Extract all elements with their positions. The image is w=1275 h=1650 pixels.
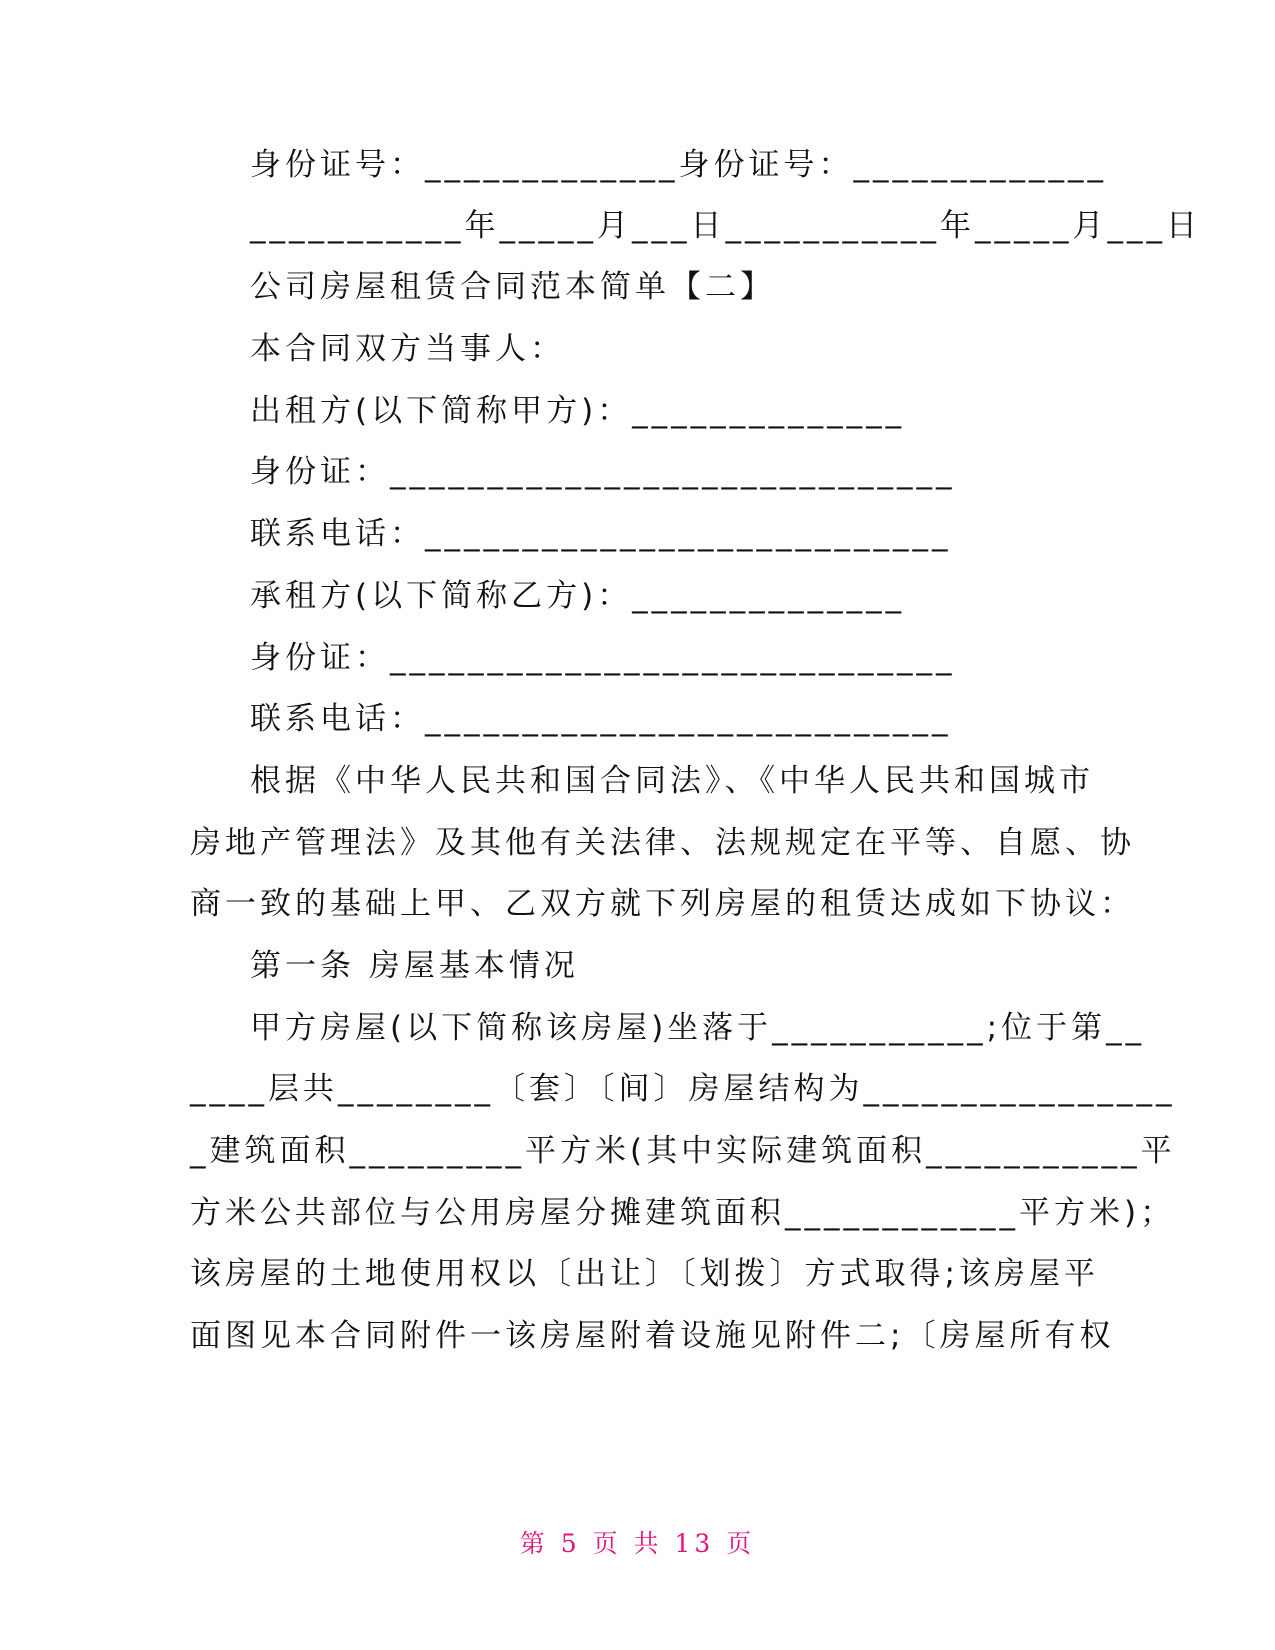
article-one-heading: 第一条 房屋基本情况: [250, 948, 579, 984]
parties-heading: 本合同双方当事人：: [250, 331, 565, 367]
article-one-line: _建筑面积_________平方米(其中实际建筑面积___________平: [190, 1133, 1176, 1169]
body-paragraph-line: 房地产管理法》及其他有关法律、法规规定在平等、自愿、协: [190, 825, 1135, 861]
lessor-phone-line: 联系电话：___________________________: [250, 516, 952, 552]
lessor-id-line: 身份证：_____________________________: [250, 454, 956, 490]
lessee-line: 承租方(以下简称乙方)：______________: [250, 578, 906, 614]
body-paragraph-line: 根据《中华人民共和国合同法》、《中华人民共和国城市: [250, 763, 1094, 799]
date-line: ___________年_____月___日___________年_____月___日: [250, 208, 1201, 244]
page-number-footer: 第 5 页 共 13 页: [519, 1529, 756, 1558]
article-one-line: 该房屋的土地使用权以〔出让〕〔划拨〕方式取得;该房屋平: [190, 1256, 1099, 1292]
body-paragraph-line: 商一致的基础上甲、乙双方就下列房屋的租赁达成如下协议：: [190, 886, 1135, 922]
article-one-line: ____层共________〔套〕〔间〕房屋结构为________________: [190, 1071, 1176, 1107]
section-title: 公司房屋租赁合同范本简单【二】: [250, 269, 775, 305]
article-one-line: 面图见本合同附件一该房屋附着设施见附件二;〔房屋所有权: [190, 1318, 1115, 1354]
lessor-line: 出租方(以下简称甲方)：______________: [250, 393, 906, 429]
id-number-line: 身份证号：_____________身份证号：_____________: [250, 147, 1107, 183]
article-one-line: 甲方房屋(以下简称该房屋)坐落于___________;位于第__: [250, 1010, 1146, 1046]
article-one-line: 方米公共部位与公用房屋分摊建筑面积____________平方米)；: [190, 1195, 1176, 1231]
lessee-id-line: 身份证：_____________________________: [250, 640, 956, 676]
lessee-phone-line: 联系电话：___________________________: [250, 701, 952, 737]
